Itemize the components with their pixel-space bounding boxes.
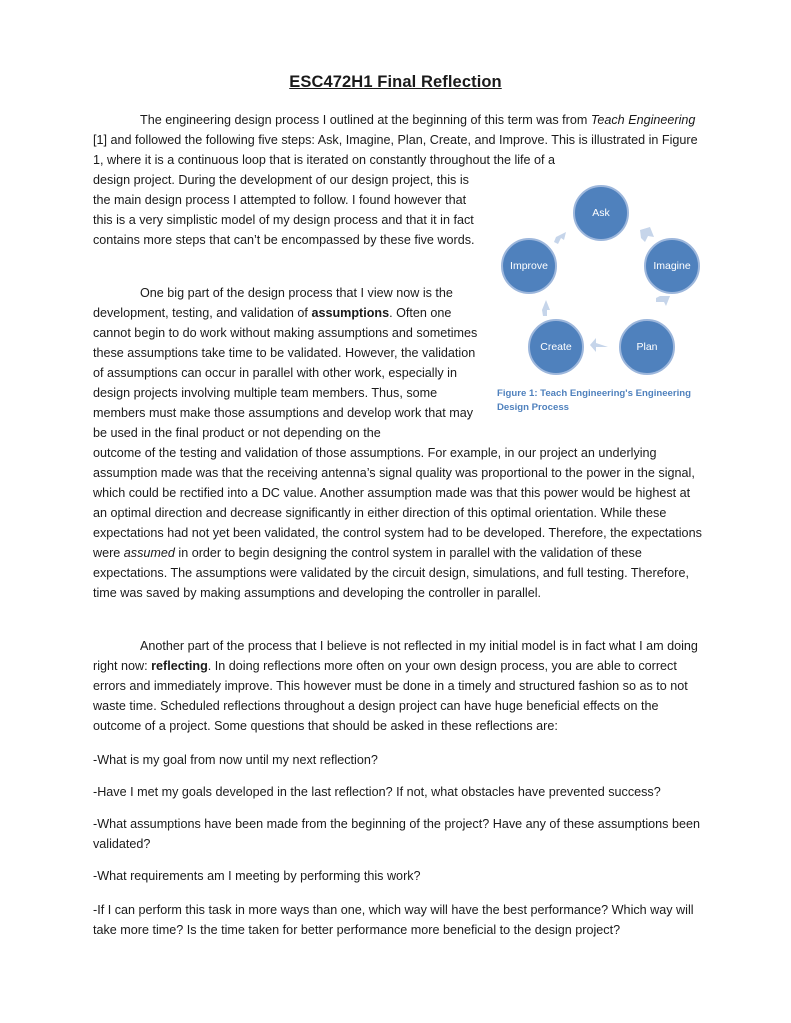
node-plan: Plan: [619, 319, 675, 375]
question-item: -What is my goal from now until my next reflection?: [93, 753, 378, 767]
question-item: -Have I met my goals developed in the last reflection? If not, what obstacles have prevented success?: [93, 785, 661, 799]
question-item: -If I can perform this task in more ways than one, which way will have the best performance? Which way will take more time? Is the time taken for better performance more beneficial to the design project?: [93, 903, 694, 937]
arrow-plan-to-create: [590, 338, 608, 352]
p3-text-rest: . In doing reflections more often on your own design process, you are able to correct errors and immediately improve. This however must be done in a timely and structured fashion so as to not waste time. Scheduled reflections throughout a design project can have huge beneficial effects on the outcome of a project. Some questions that should be asked in these reflections are:: [93, 659, 688, 733]
p1-italic-source: Teach Engineering: [590, 113, 696, 127]
node-create: Create: [528, 319, 584, 375]
paragraph-1-wide: [93, 110, 703, 170]
design-process-figure: [490, 182, 720, 422]
arrow-imagine-to-plan: [656, 296, 670, 306]
paragraph-3: [93, 636, 703, 736]
question-item: -What requirements am I meeting by performing this work?: [93, 869, 421, 883]
p2-text-b: . Often one cannot begin to do work without making assumptions and sometimes these assumptions take time to be validated. However, the validation of assumptions can occur in parallel with other work, especially in design projects involving multiple team members. Thus, some members must make those assumptions and develop work that may be used in the final product or not depending on the: [93, 306, 478, 440]
p3-text-start: Another part of the process that I believe is not reflected in my initial model is in fact what I am doing right now:: [93, 639, 698, 673]
p2-bold-assumptions: assumptions: [311, 306, 390, 320]
node-ask: Ask: [573, 185, 629, 241]
document-title: ESC472H1 Final Reflection: [289, 73, 502, 91]
question-item: -What assumptions have been made from the beginning of the project? Have any of these assumptions been validated?: [93, 817, 700, 851]
p2-wide-a: outcome of the testing and validation of those assumptions. For example, in our project an underlying assumption made was that the receiving antenna’s signal quality was proportional to the power in the signal, which could be rectified into a DC value. Another assumption made was that this power would be highest at an optimal direction and decrease significantly in either direction of this optimal orientation. While these expectations had not yet been validated, the control system had to be developed. Therefore, the expectations were: [93, 446, 702, 560]
p3-bold-reflecting: reflecting: [151, 659, 208, 673]
p1-text-rest: [1] and followed the following five steps: Ask, Imagine, Plan, Create, and Improve. This is illustrated in Figure 1, where it is a continuous loop that is iterated on constantly throughout the life of a: [93, 133, 698, 167]
paragraph-2-wide: [93, 443, 703, 603]
arrow-create-to-improve: [542, 300, 550, 316]
paragraph-2-narrow: [93, 283, 488, 443]
node-improve: Improve: [501, 238, 557, 294]
figure-caption: Figure 1: Teach Engineering's Engineering Design Process: [497, 388, 692, 413]
arrow-ask-to-imagine: [640, 227, 654, 242]
p2-italic-assumed: assumed: [123, 546, 175, 560]
arrow-improve-to-ask: [554, 232, 566, 244]
p2-text-a: One big part of the design process that I view now is the development, testing, and validation of: [93, 286, 453, 320]
paragraph-1-narrow: design project. During the development of our design project, this is the main design process I attempted to follow. I found however that this is a very simplistic model of my design process and that it in fact contains more steps that can’t be encompassed by these five words.: [93, 173, 475, 247]
p2-wide-b: in order to begin designing the control system in parallel with the validation of these expectations. The assumptions were validated by the circuit design, simulations, and full testing. Therefore, time was saved by making assumptions and developing the controller in parallel.: [93, 546, 689, 600]
p1-text-start: The engineering design process I outlined at the beginning of this term was from: [140, 113, 591, 127]
node-imagine: Imagine: [644, 238, 700, 294]
